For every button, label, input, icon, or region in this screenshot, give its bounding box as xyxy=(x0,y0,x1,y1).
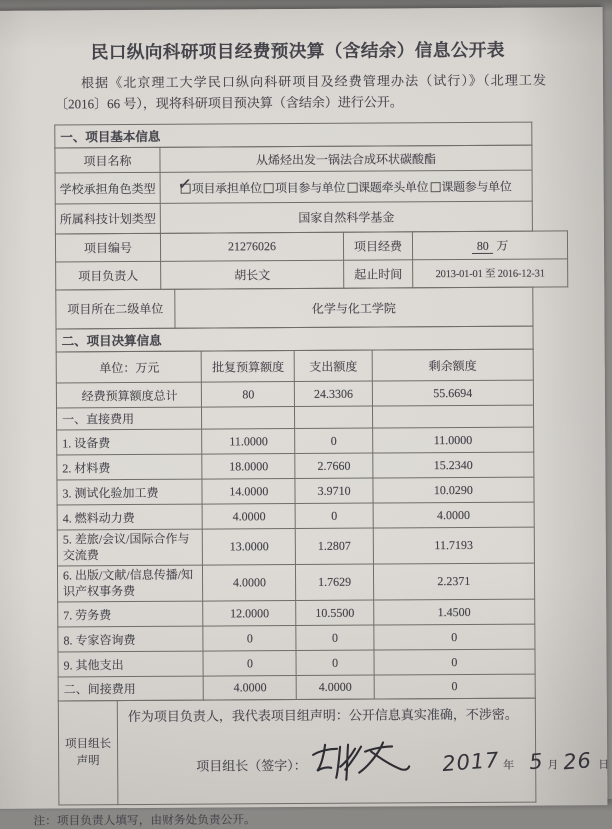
intro-paragraph: 根据《北京理工大学民口纵向科研项目及经费管理办法（试行）》（北理工发〔2016〕66 号），现将科研项目预决算（含结余）进行公开。 xyxy=(55,72,547,112)
project-no-label: 项目编号 xyxy=(55,233,160,262)
checkbox-icon xyxy=(264,183,274,193)
budget-header-approved: 批复预算额度 xyxy=(201,351,294,383)
role-option xyxy=(430,177,511,194)
form-table xyxy=(54,122,610,806)
funds-label: 项目经费 xyxy=(343,232,412,260)
role-option-label: 课题牵头单位 xyxy=(358,179,429,195)
leader-value: 胡长文 xyxy=(161,260,344,289)
declaration-table xyxy=(58,698,610,806)
declaration-body xyxy=(117,699,610,806)
checkmark-icon: ✓ xyxy=(176,173,193,195)
role-option-label: 课题参与单位 xyxy=(441,179,512,194)
budget-header-remaining: 剩余额度 xyxy=(372,349,534,381)
signature-line xyxy=(196,739,610,787)
paper-sheet xyxy=(0,7,610,829)
unit-row xyxy=(56,287,533,329)
budget-row: 一、直接费用 xyxy=(56,405,533,430)
budget-row: 6. 出版/文献/信息传播/知识产权事务费 4.0000 1.7629 2.2371 xyxy=(57,563,534,602)
footnote: 注：项目负责人填写，由财务处负责公开。 xyxy=(33,814,256,829)
budget-row: 1. 设备费 11.0000 0 11.0000 xyxy=(57,427,534,455)
project-no-value: 21276026 xyxy=(160,232,343,261)
plan-type-value: 国家自然科学基金 xyxy=(160,201,532,233)
role-option-label: 项目承担单位 xyxy=(191,180,262,196)
plan-type-row xyxy=(55,201,532,234)
period-value: 2013-01-01 至 2016-12-31 xyxy=(413,259,568,288)
basic-info-grid xyxy=(55,230,568,290)
role-options xyxy=(160,170,532,203)
funds-unit: 万 xyxy=(496,238,509,253)
signature-handwriting xyxy=(309,740,413,787)
leader-row xyxy=(56,259,568,290)
declaration-statement: 作为项目负责人，我代表项目组声明：公开信息真实准确，不涉密。 xyxy=(127,707,518,725)
month-unit: 月 xyxy=(547,759,559,772)
sign-label: 项目组长（签字）： xyxy=(196,758,307,774)
role-option xyxy=(176,173,262,196)
funds-amount: 80 xyxy=(472,239,494,254)
declaration-label xyxy=(58,701,118,805)
date-year: 2017 xyxy=(440,748,500,777)
budget-rows xyxy=(56,349,535,701)
budget-row: 2. 材料费 18.0000 2.7660 15.2340 xyxy=(57,452,534,480)
budget-row: 7. 劳务费 12.0000 10.5500 1.4500 xyxy=(58,600,535,628)
project-name-row xyxy=(55,145,532,173)
leader-label: 项目负责人 xyxy=(56,261,161,290)
declaration-label-line1: 项目组长 xyxy=(65,737,112,751)
budget-header-unit: 单位：万元 xyxy=(56,351,201,383)
checkbox-icon xyxy=(176,173,193,195)
basic-info-section-title: 一、项目基本信息 xyxy=(55,122,532,148)
budget-row: 5. 差旅/会议/国际合作与交流费 13.0000 1.2807 11.7193 xyxy=(57,527,534,566)
role-option xyxy=(264,178,345,195)
budget-header-spent: 支出额度 xyxy=(295,350,372,381)
budget-row: 4. 燃料动力费 4.0000 0 4.0000 xyxy=(57,502,534,530)
project-name-label: 项目名称 xyxy=(55,147,160,173)
checkbox-icon xyxy=(430,182,440,192)
page-title: 民口纵向科研项目经费预决算（含结余）信息公开表 xyxy=(90,39,505,63)
project-no-row xyxy=(55,231,567,262)
declaration-label-line2: 声明 xyxy=(76,755,100,768)
date-month: 5 xyxy=(528,749,545,775)
role-type-row xyxy=(55,170,532,204)
budget-section-title: 二、项目决算信息 xyxy=(56,326,533,352)
budget-row: 8. 专家咨询费 0 0 0 xyxy=(58,625,535,653)
date-day: 26 xyxy=(562,748,594,775)
period-label: 起止时间 xyxy=(344,260,413,288)
role-option xyxy=(347,178,428,195)
signature-date xyxy=(440,748,612,777)
budget-row: 9. 其他支出 0 0 0 xyxy=(58,650,535,678)
budget-row: 二、间接费用 4.0000 4.0000 0 xyxy=(58,675,535,702)
day-unit: 日 xyxy=(598,759,610,772)
declaration-row xyxy=(58,699,536,806)
budget-row: 3. 测试化验加工费 14.0000 3.9710 10.0290 xyxy=(57,477,534,505)
budget-table xyxy=(56,349,536,702)
unit-row-table xyxy=(55,287,533,330)
basic-info-rows xyxy=(54,145,533,235)
unit-label: 项目所在二级单位 xyxy=(56,289,175,329)
year-unit: 年 xyxy=(503,759,515,773)
budget-header-row xyxy=(56,349,533,383)
project-name-value: 从烯烃出发一锅法合成环状碳酸酯 xyxy=(160,145,532,172)
checkbox-icon xyxy=(347,182,357,192)
budget-row: 经费预算额度总计 80 24.3306 55.6694 xyxy=(56,380,533,408)
funds-value xyxy=(412,231,567,260)
unit-value: 化学与化工学院 xyxy=(175,287,533,328)
plan-type-label: 所属科技计划类型 xyxy=(55,203,160,234)
role-option-label: 项目参与单位 xyxy=(274,180,346,195)
role-type-label: 学校承担角色类型 xyxy=(55,172,160,204)
